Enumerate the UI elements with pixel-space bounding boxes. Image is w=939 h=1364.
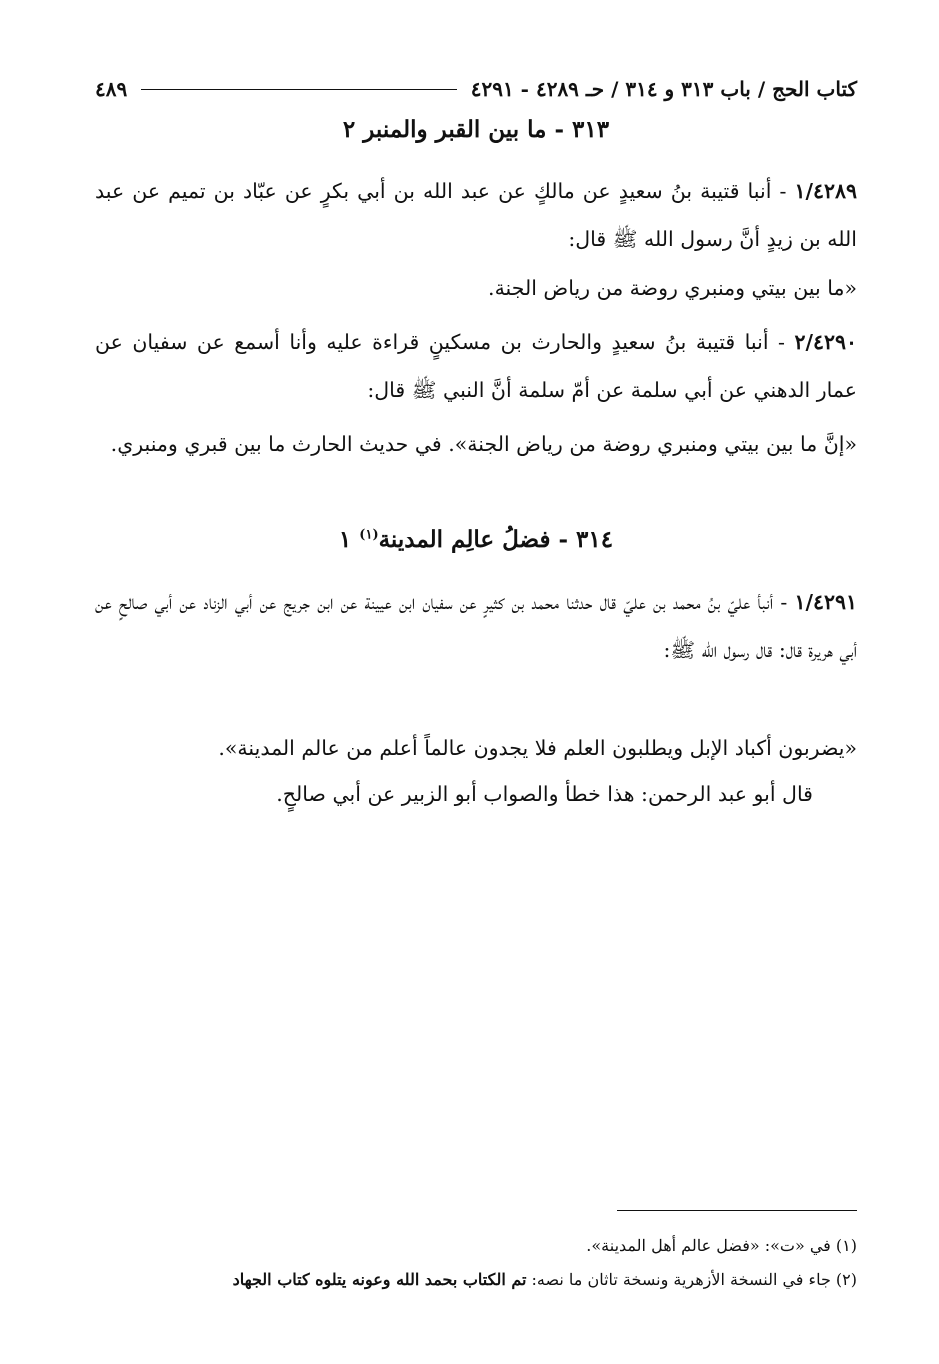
running-head-rule bbox=[141, 89, 457, 90]
footnote-rule bbox=[617, 1210, 857, 1211]
hadith-number: ٢/٤٢٩٠ bbox=[794, 330, 857, 354]
footnote-2-text: (٢) جاء في النسخة الأزهرية ونسخة تاثان ما نصه: bbox=[526, 1270, 857, 1289]
hadith-text: - أنبا قتيبة بنُ سعيدٍ عن مالكٍ عن عبد الله بن أبي بكرٍ عن عبّاد بن تميم عن عبد الله بن زيدٍ أنَّ رسول الله ﷺ قال: bbox=[95, 179, 857, 251]
hadith-4291-quote: «يضربون أكباد الإبل ويطلبون العلم فلا يجدون عالماً أعلم من عالم المدينة». bbox=[218, 736, 857, 760]
hadith-4289-quote: «ما بين بيتي ومنبري روضة من رياض الجنة. bbox=[488, 276, 857, 300]
footnote-2 bbox=[95, 1266, 857, 1294]
hadith-4290-quote: «إنَّ ما بين بيتي ومنبري روضة من رياض الجنة». في حديث الحارث ما بين قبري ومنبري. bbox=[110, 432, 857, 456]
hadith-4291-note: قال أبو عبد الرحمن: هذا خطأ والصواب أبو الزبير عن أبي صالحٍ. bbox=[276, 782, 813, 806]
footnote-ref-1: (١) bbox=[359, 527, 379, 543]
hadith-text: - أنبأ عليّ بنُ محمد بن عليّ قال حدثنا محمد بن كثيرٍ عن سفيان ابن عيينة عن ابن جريج عن أبي الزناد عن أبي صالحٍ عن أبي هريرة قال: قال رسول الله ﷺ: bbox=[95, 590, 857, 662]
running-head-title: كتاب الحج / باب ٣١٣ و ٣١٤ / حـ ٤٢٨٩ - ٤٢٩١ bbox=[470, 77, 857, 101]
section-heading-ref: ١ bbox=[338, 526, 360, 553]
hadith-number: ١/٤٢٨٩ bbox=[794, 179, 857, 203]
hadith-number: ١/٤٢٩١ bbox=[794, 590, 857, 614]
running-head bbox=[95, 72, 857, 106]
hadith-4291 bbox=[95, 578, 857, 674]
section-heading-text: ٣١٤ - فضلُ عالِم المدينة bbox=[378, 526, 614, 553]
footnote-2-bold: تم الكتاب بحمد الله وعونه يتلوه كتاب الجهاد bbox=[232, 1270, 527, 1289]
footnote-1: (١) في «ت»: «فضل عالم أهل المدينة». bbox=[586, 1236, 857, 1255]
page-number: ٤٨٩ bbox=[95, 77, 128, 101]
section-heading-313: ٣١٣ - ما بين القبر والمنبر ٢ bbox=[342, 116, 610, 143]
hadith-4290 bbox=[95, 318, 857, 414]
hadith-text: - أنبا قتيبة بنُ سعيدٍ والحارث بن مسكينٍ قراءة عليه وأنا أسمع عن سفيان عن عمار الدهني عن أبي سلمة عن أمّ سلمة أنَّ النبي ﷺ قال: bbox=[95, 330, 857, 402]
section-heading-314 bbox=[95, 526, 857, 553]
hadith-4289 bbox=[95, 167, 857, 263]
